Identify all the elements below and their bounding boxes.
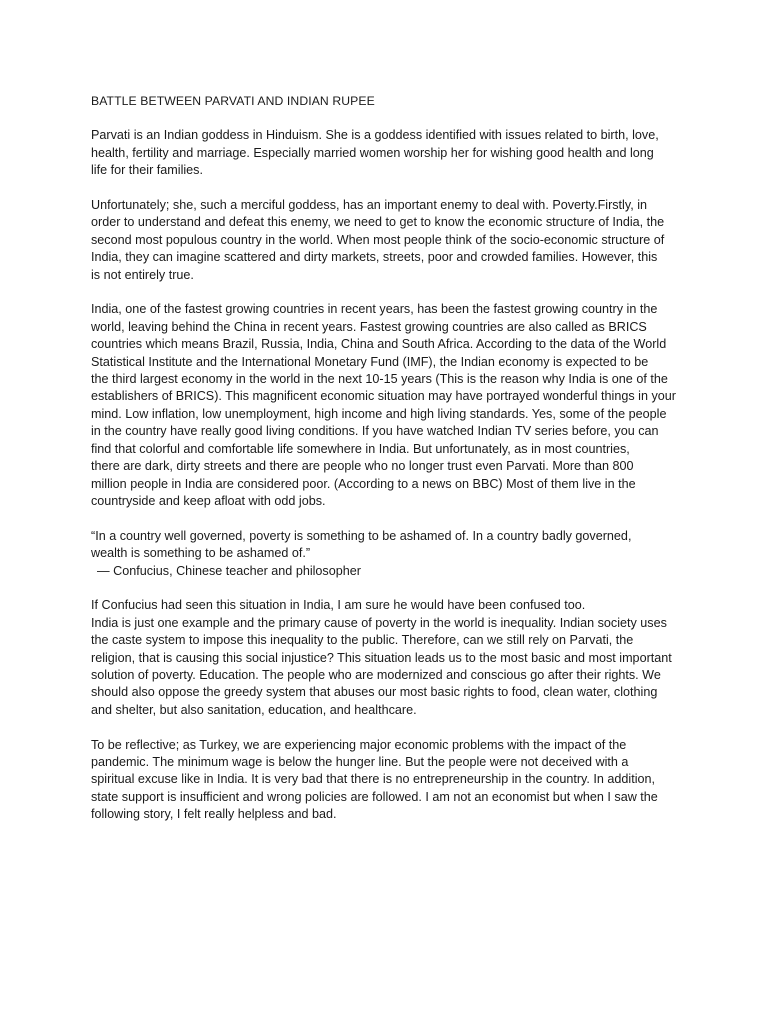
paragraph-line: second most populous country in the world. When most people think of the socio-economic structure of [91,232,665,247]
paragraph-line: establishers of BRICS). This magnificent economic situation may have portrayed wonderful things in your [91,389,676,404]
paragraph-line: Unfortunately; she, such a merciful goddess, has an important enemy to deal with. Poverty.Firstly, in [91,198,648,213]
quote-attribution: — Confucius, Chinese teacher and philosopher [97,563,361,578]
paragraph-line: there are dark, dirty streets and there are people who no longer trust even Parvati. More than 800 [91,459,634,474]
paragraph-line: following story, I felt really helpless and bad. [91,807,337,822]
paragraph-line: is not entirely true. [91,267,194,282]
paragraph-economy [91,301,681,510]
paragraph-poverty-enemy [91,197,681,284]
paragraph-line: spiritual excuse like in India. It is very bad that there is no entrepreneurship in the country. In addition, [91,772,656,787]
paragraph-line: state support is insufficient and wrong policies are followed. I am not an economist but when I saw the [91,789,658,804]
paragraph-line: To be reflective; as Turkey, we are experiencing major economic problems with the impact of the [91,737,627,752]
paragraph-line: religion, that is causing this social injustice? This situation leads us to the most basic and most important [91,650,672,665]
paragraph-line: the third largest economy in the world in the next 10-15 years (This is the reason why India is one of the [91,372,668,387]
paragraph-line: million people in India are considered poor. (According to a news on BBC) Most of them live in the [91,476,636,491]
paragraph-line: the caste system to impose this inequality to the public. Therefore, can we still rely on Parvati, the [91,633,634,648]
paragraph-line: Statistical Institute and the International Monetary Fund (IMF), the Indian economy is expected to be [91,354,649,369]
paragraph-line: find that colorful and comfortable life somewhere in India. But unfortunately, as in most countries, [91,441,630,456]
paragraph-line: mind. Low inflation, low unemployment, high income and high living standards. Yes, some of the people [91,406,667,421]
paragraph-line: countryside and keep afloat with odd jobs. [91,493,326,508]
paragraph-line: If Confucius had seen this situation in India, I am sure he would have been confused too. [91,598,586,613]
paragraph-intro [91,127,681,179]
paragraph-line: order to understand and defeat this enemy, we need to get to know the economic structure of India, the [91,215,665,230]
paragraph-line: India is just one example and the primary cause of poverty in the world is inequality. Indian society uses [91,615,667,630]
paragraph-line: should also oppose the greedy system that abuses our most basic rights to food, clean water, clothing [91,685,658,700]
paragraph-line: Parvati is an Indian goddess in Hinduism. She is a goddess identified with issues related to birth, love, [91,128,659,143]
paragraph-line: and shelter, but also sanitation, education, and healthcare. [91,702,417,717]
paragraph-line: in the country have really good living conditions. If you have watched Indian TV series before, you can [91,424,659,439]
paragraph-line: countries which means Brazil, Russia, India, China and South Africa. According to the data of the World [91,337,667,352]
paragraph-line: India, one of the fastest growing countries in recent years, has been the fastest growing country in the [91,302,658,317]
quote-block [91,528,681,580]
quote-line: wealth is something to be ashamed of.” [91,546,311,561]
document-title: BATTLE BETWEEN PARVATI AND INDIAN RUPEE [91,94,375,108]
paragraph-line: pandemic. The minimum wage is below the hunger line. But the people were not deceived with a [91,754,629,769]
quote-line: “In a country well governed, poverty is something to be ashamed of. In a country badly governed, [91,528,632,543]
paragraph-line: solution of poverty. Education. The people who are modernized and conscious go after their rights. We [91,667,661,682]
paragraph-line: life for their families. [91,163,203,178]
document-body [91,93,681,841]
paragraph-inequality [91,597,681,719]
paragraph-turkey [91,737,681,824]
paragraph-line: health, fertility and marriage. Especially married women worship her for wishing good health and long [91,145,654,160]
paragraph-line: India, they can imagine scattered and dirty markets, streets, poor and crowded families. However, this [91,250,658,265]
paragraph-line: world, leaving behind the China in recent years. Fastest growing countries are also called as BRICS [91,319,647,334]
